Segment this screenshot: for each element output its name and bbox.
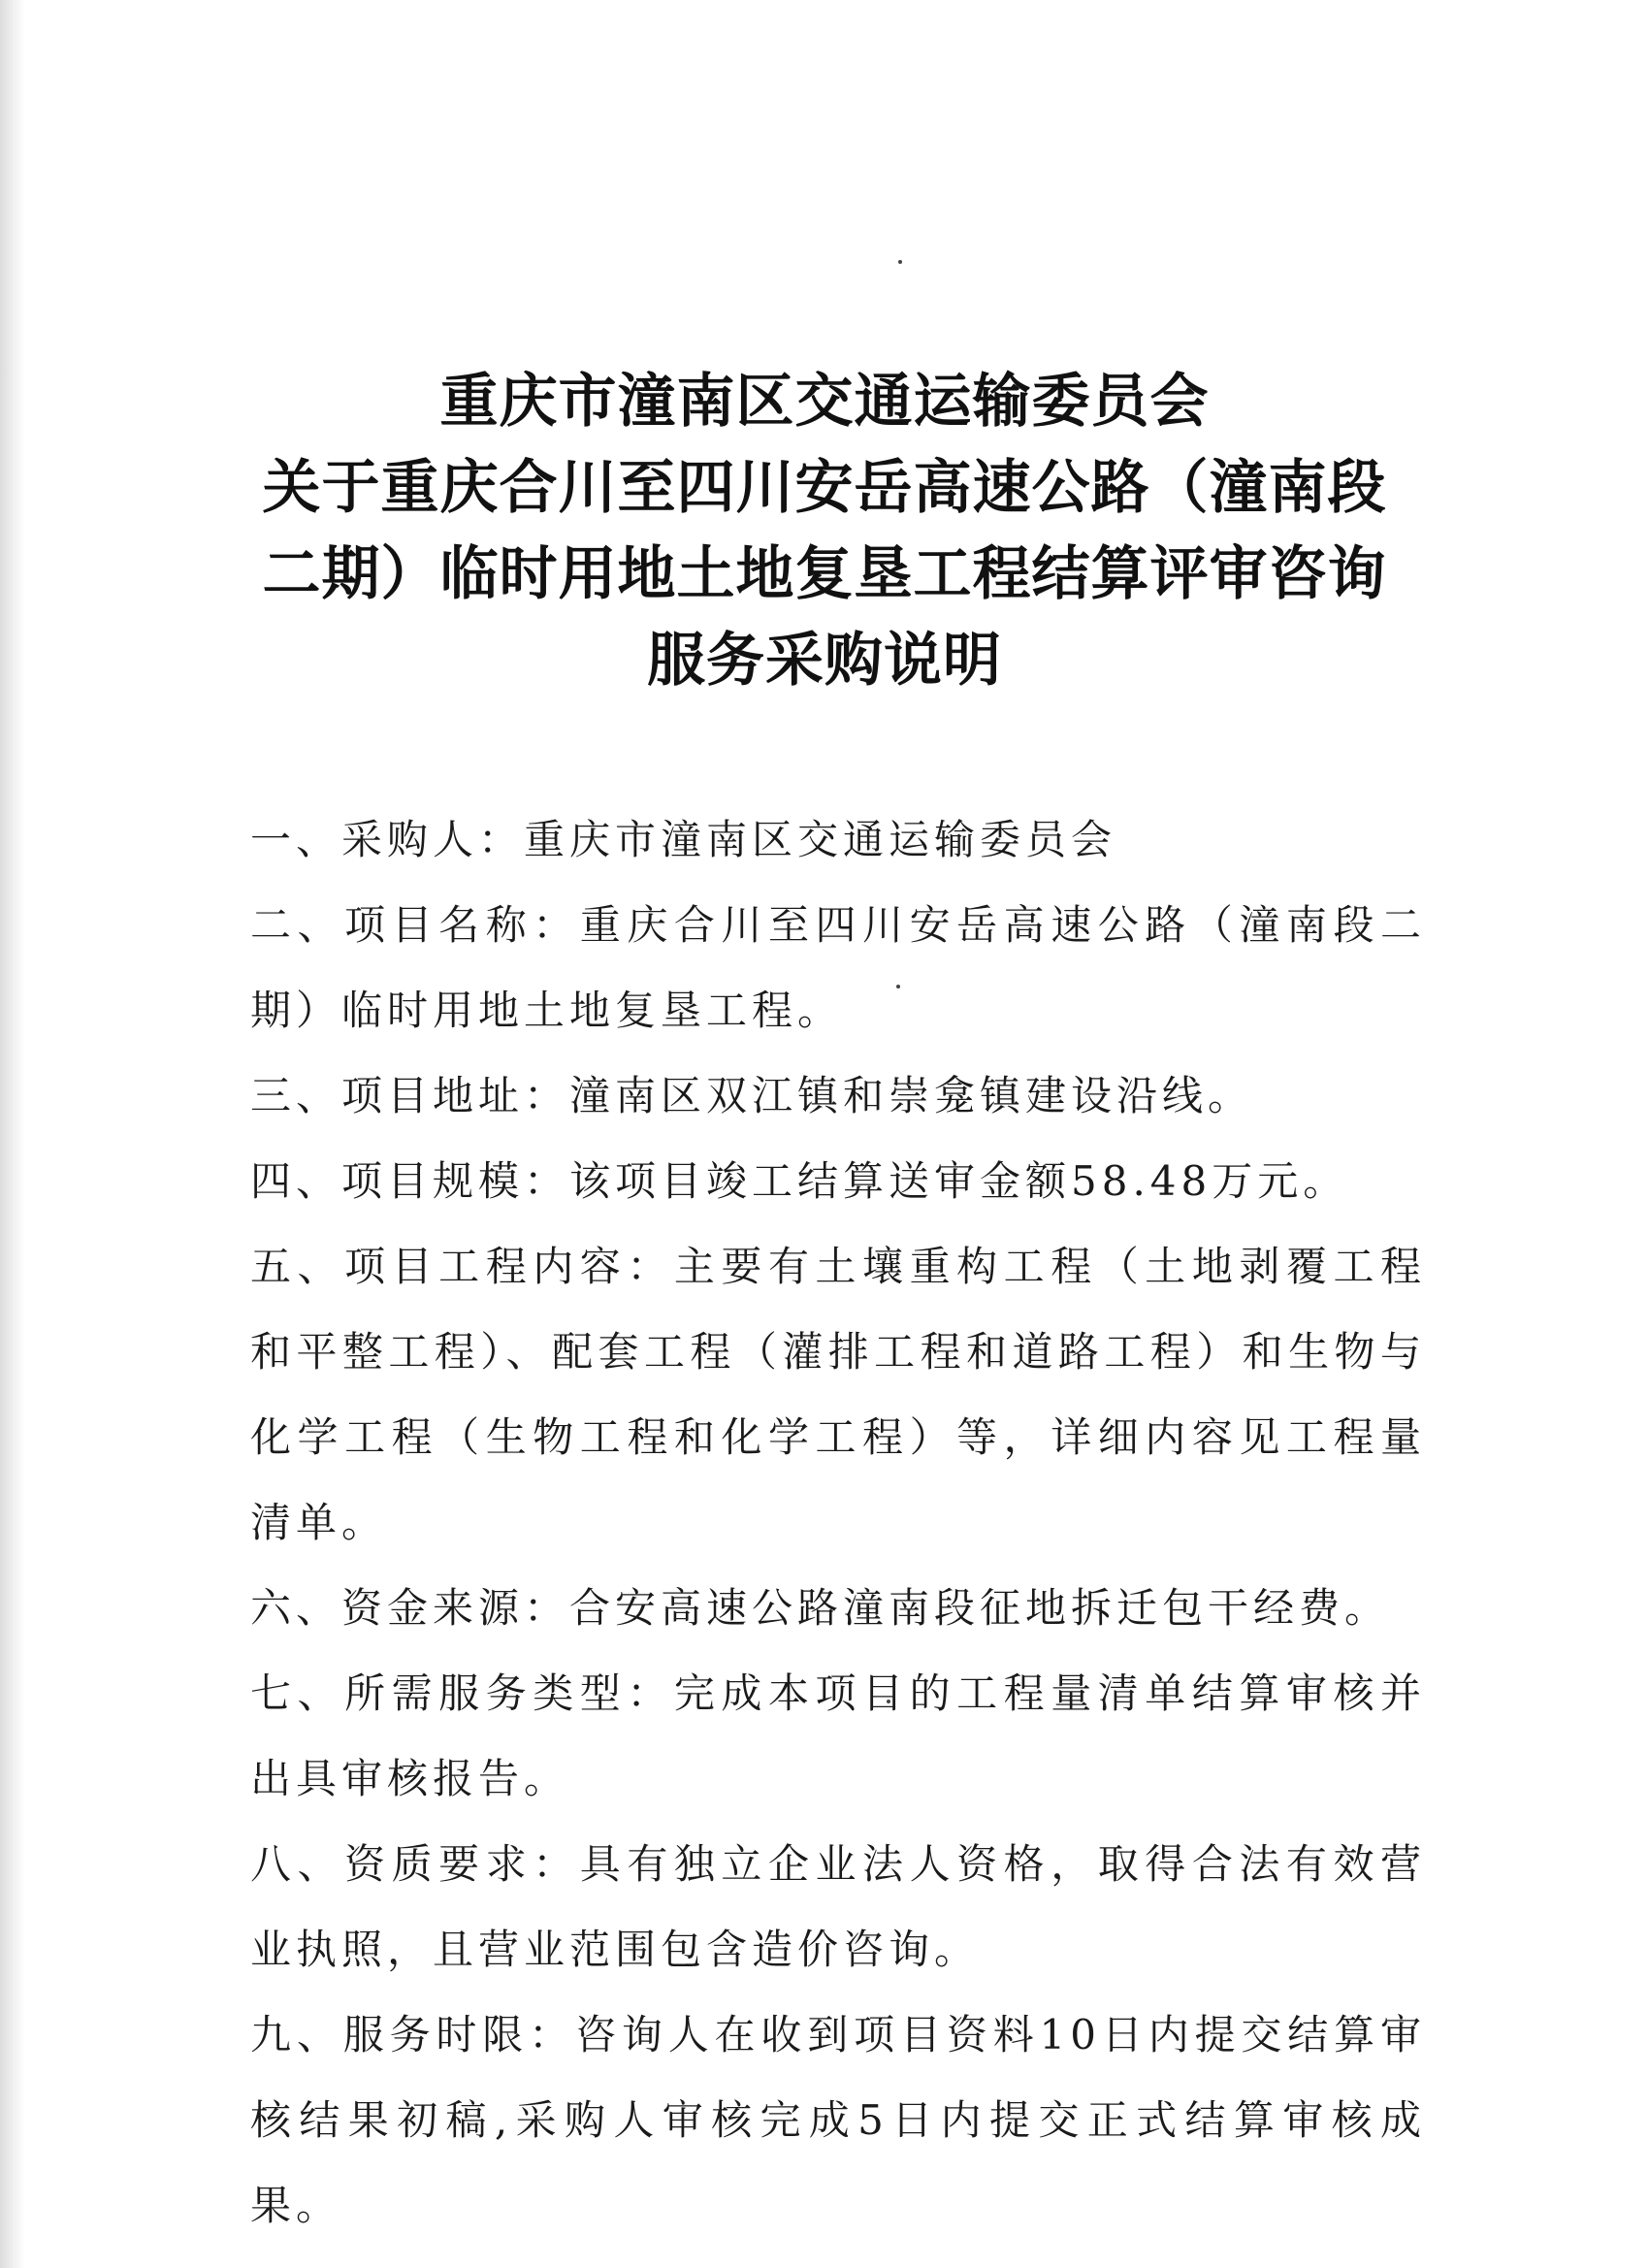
item-project-name: 二、项目名称：重庆合川至四川安岳高速公路（潼南段二期）临时用地土地复垦工程。 (250, 901, 1426, 1034)
document-body (250, 797, 1426, 2249)
scan-speck (898, 260, 902, 264)
title-line-2: 关于重庆合川至四川安岳高速公路（潼南段 (262, 454, 1387, 522)
title-line-3: 二期）临时用地土地复垦工程结算评审咨询 (262, 540, 1387, 608)
title-line-4: 服务采购说明 (647, 627, 1002, 695)
document-title (175, 359, 1474, 704)
item-service-period: 九、服务时限：咨询人在收到项目资料10日内提交结算审核结果初稿,采购人审核完成5日内提交正式结算审核成果。 (250, 2011, 1426, 2229)
item-project-content: 五、项目工程内容：主要有土壤重构工程（土地剥覆工程和平整工程）、配套工程（灌排工程和道路工程）和生物与化学工程（生物工程和化学工程）等，详细内容见工程量清单。 (250, 1243, 1426, 1546)
item-service-type: 七、所需服务类型：完成本项目的工程量清单结算审核并出具审核报告。 (250, 1669, 1426, 1802)
title-line-1: 重庆市潼南区交通运输委员会 (439, 368, 1210, 436)
item-qualification: 八、资质要求：具有独立企业法人资格，取得合法有效营业执照，且营业范围包含造价咨询。 (250, 1840, 1426, 1973)
scan-shadow-edge (0, 0, 25, 2268)
item-purchaser: 一、采购人：重庆市潼南区交通运输委员会 (250, 816, 1117, 863)
item-project-scale: 四、项目规模：该项目竣工结算送审金额58.48万元。 (250, 1157, 1349, 1205)
item-fund-source: 六、资金来源：合安高速公路潼南段征地拆迁包干经费。 (250, 1584, 1391, 1632)
item-project-address: 三、项目地址：潼南区双江镇和崇龛镇建设沿线。 (250, 1072, 1254, 1119)
